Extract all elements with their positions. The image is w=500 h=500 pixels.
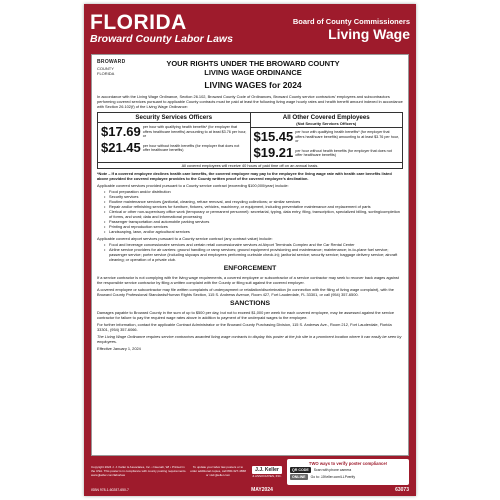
enforcement-heading: ENFORCEMENT xyxy=(223,265,277,272)
poster xyxy=(84,4,416,496)
publisher-sub: & ASSOCIATES, INC. xyxy=(252,474,282,478)
security-with-amount: $17.69 xyxy=(101,124,141,139)
publisher-logo xyxy=(247,466,287,478)
verification-box xyxy=(287,459,409,485)
living-wage-title: Living Wage xyxy=(328,25,410,42)
sanctions-paragraph-3: The Living Wage Ordinance requires service contractors awarded living wage contracts to display this poster at the job site in a prominent location where it can easily be seen by employees. xyxy=(97,334,402,344)
qr-row xyxy=(290,467,406,473)
list-item: • Printing and reproduction services xyxy=(104,224,403,229)
health-benefit-note: *Note – If a covered employee declines health care benefits, the covered employee may pay to the employee the living wage rate with health care benefits listed above provided the covered employee provides to the County written proof of the covered employee's declination. xyxy=(97,171,392,181)
security-heading: Security Services Officers xyxy=(98,113,250,123)
poster-content xyxy=(91,54,409,456)
title-line-3: LIVING WAGES for 2024 xyxy=(204,80,302,90)
logo-line-3: FLORIDA xyxy=(97,71,115,76)
security-with-desc: per hour with qualifying health benefits* (for employer that offers healthcare benefits) amounting to at least $3.76 per hour, or xyxy=(142,125,247,139)
title-row xyxy=(97,59,403,91)
intro-paragraph: In accordance with the Living Wage Ordinance, Section 26.102, Broward County Code of Ordinances, Broward County service contractors' employees and subcontractors performing covered services pursuant to applicable County contracts must be paid at least the following living wage hourly rates and health benefit amount indexed in accordance with Section 26.102(f) of the Living Wage Ordinance: xyxy=(97,94,403,109)
board-label: Board of County Commissioners xyxy=(292,16,410,26)
order-text: To update your labor law posters or to order additional copies, call 800-327-4868 or visit jjkeller.com xyxy=(190,465,246,477)
wage-table xyxy=(97,112,403,163)
verification-title: TWO ways to verify poster compliance! xyxy=(308,461,388,466)
list-item: • Security services xyxy=(104,194,403,199)
security-without-amount: $21.45 xyxy=(101,140,141,155)
isbn-text: ISBN 978-1-60287-650-7 xyxy=(91,488,129,492)
security-without-benefits xyxy=(101,141,247,155)
title-line-2: LIVING WAGE ORDINANCE xyxy=(204,68,302,77)
product-code: 63073 xyxy=(395,487,409,493)
security-wage-column xyxy=(98,113,250,162)
online-row xyxy=(290,474,406,480)
security-with-benefits xyxy=(101,125,247,139)
edition-code: MAY2024 xyxy=(251,487,273,493)
list-item: • Routine maintenance services (janitorial, cleaning, refuse removal, and recycling collections; or similar services xyxy=(104,199,403,204)
other-without-amount: $19.21 xyxy=(253,145,294,160)
online-text: Go to: JJKeller.com/LLPverify xyxy=(310,475,356,479)
list-item: • Food and beverage concessionaire services and certain retail concessionaire services at Airport Terminals Complex and the Car Rental Center xyxy=(104,242,403,247)
header-left xyxy=(90,8,233,50)
security-without-desc: per hour without health benefits (for employer that does not offer healthcare benefits) xyxy=(142,143,240,152)
poster-header xyxy=(84,4,416,50)
poster-code-row xyxy=(91,486,409,494)
effective-date: Effective January 1, 2024 xyxy=(97,346,141,351)
qr-code-badge: QR CODE xyxy=(292,468,309,472)
sanctions-heading: SANCTIONS xyxy=(229,300,271,307)
list-item: • Repair and/or refinishing services for furniture, fixtures, vehicles, machinery, or equipment, including preventative maintenance and replacement of parts xyxy=(104,204,403,209)
other-without-benefits xyxy=(254,146,400,160)
enforcement-paragraph-1: If a service contractor is not complying with the living wage requirements, a covered employee or subcontractor of a service contractor may seek to recover back wages against the responsible service contractor by filing a written complaint with the County or filing suit against the covered employer. xyxy=(97,275,399,285)
list-item: • Landscaping, lawn, and/or agricultural services xyxy=(104,229,403,234)
other-with-amount: $15.45 xyxy=(253,129,294,144)
services-intro: Applicable covered services provided pursuant to a County service contract (exceeding $100,000/year) include: xyxy=(97,183,289,188)
logo-line-1: BROWARD xyxy=(97,59,126,65)
other-subheading: (Not Security Services Officers) xyxy=(296,121,357,126)
other-with-desc: per hour with qualifying health benefits* (for employer that offers healthcare benefits) amounting to at least $3.76 per hour, or xyxy=(295,130,399,144)
airport-services-list xyxy=(97,242,403,262)
state-title: FLORIDA xyxy=(90,10,187,34)
publisher-name: J.J. Keller xyxy=(252,466,282,474)
header-subtitle: Broward County Labor Laws xyxy=(90,32,233,45)
paid-time-off-note: All covered employees will receive 40 hours of paid time off on an annual basis. xyxy=(97,163,403,169)
other-with-benefits xyxy=(254,130,400,144)
list-item: • Airline service providers for air carriers: ground handling or ramp services; ground equipment provisioning and maintenance; maintenance; in-to-plane fuel service; passenger service; porter service (including skycaps and employees performing curbside check-in); janitorial service; security service; baggage delivery service; aircraft cleaning; or operation of a private club. xyxy=(104,247,403,262)
list-item: • Clerical or other non-supervisory office work (temporary or permanent personnel): secretarial, typing, data entry, filing, transcription, specialized billing, sorting/completion of forms, and word; data and informational processing xyxy=(104,209,403,219)
other-without-desc: per hour without health benefits (for employer that does not offer healthcare benefits) xyxy=(295,148,392,157)
title-line-1: YOUR RIGHTS UNDER THE BROWARD COUNTY xyxy=(166,59,340,68)
ordinance-titles xyxy=(143,59,403,91)
list-item: • Food preparation and/or distribution xyxy=(104,189,403,194)
other-heading xyxy=(251,113,403,128)
other-wage-column xyxy=(250,113,403,162)
services-list xyxy=(97,189,403,234)
qr-code-text: Scan with phone camera xyxy=(313,468,352,472)
logo-line-2: COUNTY xyxy=(97,66,114,71)
enforcement-paragraph-2: A covered employee or subcontractor may file written complaints of underpayment or retaliation/discrimination (in connection with the filing of living wage complaint), with the Broward County Professional Standards/Human Rights Section, 115 S. Andrews Avenue, Room 427, Fort Lauderdale, FL 33301, or call (954) 357-6500. xyxy=(97,287,394,297)
sanctions-paragraph-2: For further information, contact the applicable Contract Administrator or the Broward County Purchasing Division, 115 S. Andrews Ave., Room 212, Fort Lauderdale, Florida 33301, (954) 357-6066. xyxy=(97,322,392,332)
header-right xyxy=(293,8,410,50)
list-item: • Passenger transportation and automobile parking services xyxy=(104,219,403,224)
copyright-text: Copyright 2024 J. J. Keller & Associates, Inc. • Neenah, WI • Printed in the USA. This poster is in compliance with county posting requirements. www.jjkeller.com/laborlaw xyxy=(91,465,187,477)
poster-footer xyxy=(91,459,409,485)
county-logo xyxy=(97,59,143,76)
sanctions-paragraph-1: Damages payable to Broward County in the sum of up to $500 per day, but not to exceed $1,000 per week for each covered employee, may be assessed against the service contractor for failure to pay the required wage rates above in addition to payment of the underpaid wages to the employee. xyxy=(97,310,395,320)
other-heading-text: All Other Covered Employees xyxy=(282,114,370,121)
online-badge: ONLINE xyxy=(292,475,306,479)
airport-services-intro: Applicable covered airport services pursuant to a County service contract (any contract value) include: xyxy=(97,236,273,241)
